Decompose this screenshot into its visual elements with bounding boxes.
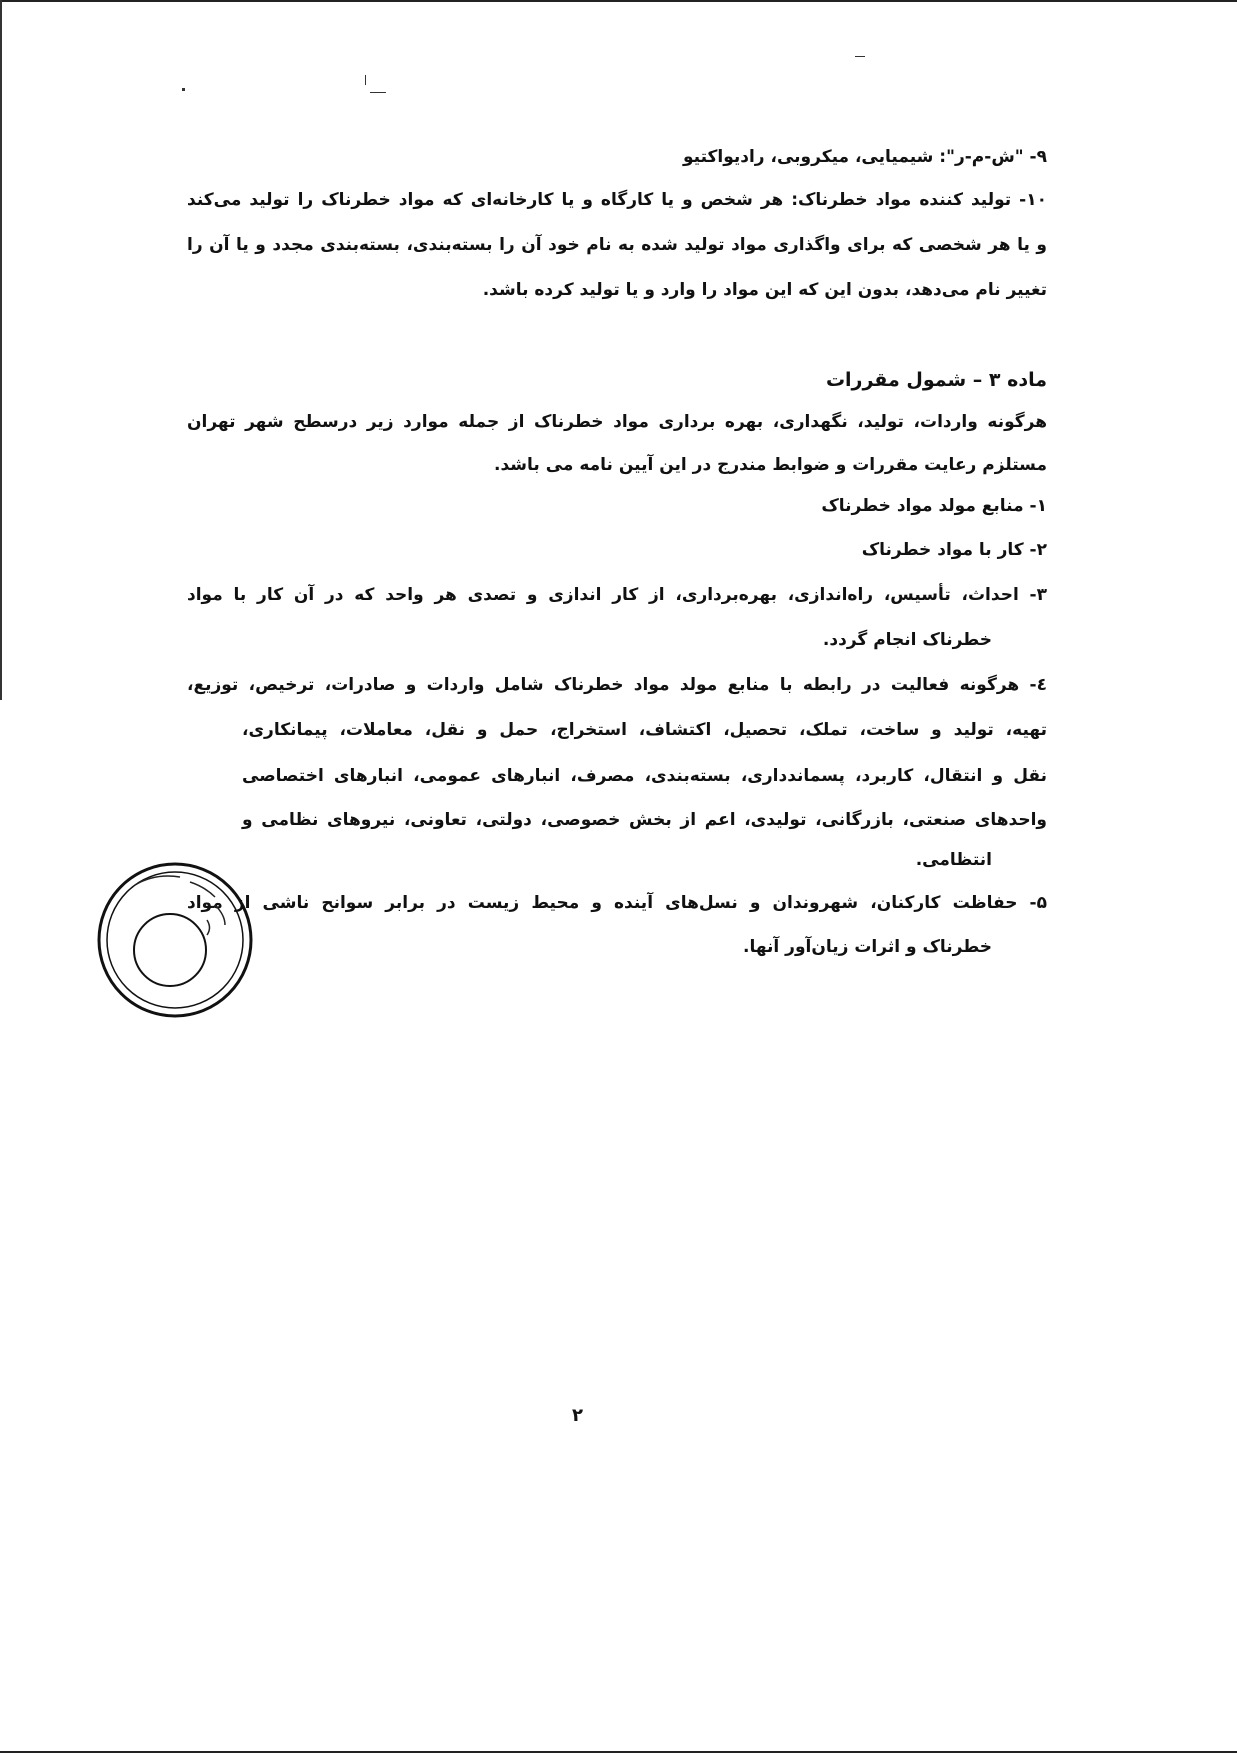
scan-speck [370,92,386,93]
list-item-4-line-3: نقل و انتقال، کاربرد، پسماندداری، بسته‌بندی، مصرف، انبارهای عمومی، انبارهای اختصاصی [242,766,1047,786]
definition-10-line-1: ۱۰- تولید کننده مواد خطرناک: هر شخص و یا کارگاه و یا کارخانه‌ای که مواد خطرناک را تولید می‌کند [187,190,1047,210]
article-heading: ماده ۳ – شمول مقررات [825,369,1047,391]
definition-9: ۹- "ش-م-ر": شیمیایی، میکروبی، رادیواکتیو [682,147,1047,167]
article-intro-line-1: هرگونه واردات، تولید، نگهداری، بهره برداری مواد خطرناک از جمله موارد زیر درسطح شهر تهران [187,412,1047,432]
scan-speck [855,56,865,57]
list-item-5-line-2: خطرناک و اثرات زیان‌آور آنها. [742,937,992,957]
list-item-3-line-1: ۳- احداث، تأسیس، راه‌اندازی، بهره‌برداری، از کار اندازی و تصدی هر واحد که در آن کار با مواد [187,585,1047,605]
definition-10-line-3: تغییر نام می‌دهد، بدون این که این مواد را وارد و یا تولید کرده باشد. [482,280,1047,300]
scan-edge-top [0,0,1237,2]
scan-speck [182,88,185,91]
page-number: ۲ [572,1405,583,1426]
list-item-3-line-2: خطرناک انجام گردد. [822,630,992,650]
list-item-4-line-1: ٤- هرگونه فعالیت در رابطه با منابع مولد مواد خطرناک شامل واردات و صادرات، ترخیص، توزیع، [187,675,1047,695]
definition-10-line-2: و یا هر شخصی که برای واگذاری مواد تولید شده به نام خود آن را بسته‌بندی، بسته‌بندی مجدد و یا آن را [187,235,1047,255]
scan-speck [365,75,366,85]
official-stamp [95,860,255,1020]
list-item-2: ۲- کار با مواد خطرناک [861,540,1047,560]
list-item-4-line-2: تهیه، تولید و ساخت، تملک، تحصیل، اکتشاف، استخراج، حمل و نقل، معاملات، پیمانکاری، [242,720,1047,740]
list-item-5-line-1: ۵- حفاظت کارکنان، شهروندان و نسل‌های آینده و محیط زیست در برابر سوانح ناشی از مواد [187,893,1047,913]
list-item-1: ۱- منابع مولد مواد خطرناک [821,496,1047,516]
article-intro-line-2: مستلزم رعایت مقررات و ضوابط مندرج در این آیین نامه می باشد. [494,455,1047,475]
list-item-4-line-4: واحدهای صنعتی، بازرگانی، تولیدی، اعم از بخش خصوصی، دولتی، تعاونی، نیروهای نظامی و [242,810,1047,830]
list-item-4-line-5: انتظامی. [915,850,992,870]
scan-edge-left [0,0,2,700]
